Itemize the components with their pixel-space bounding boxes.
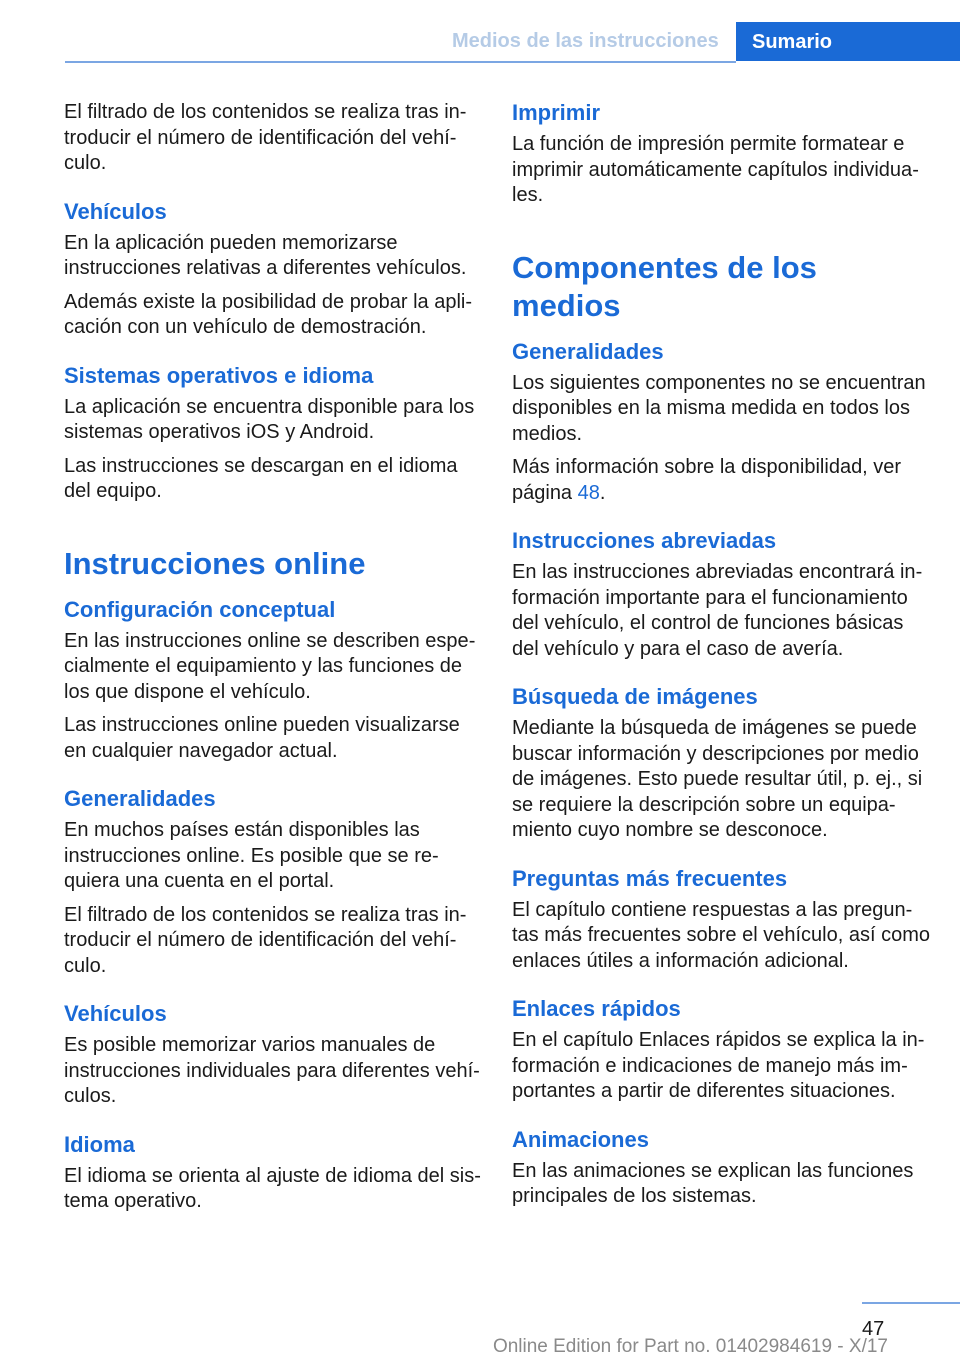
paragraph: El capítulo contiene respuestas a las preguntas más frecuentes sobre el vehículo, así como enlaces útiles a información adicional. — [512, 898, 930, 972]
paragraph: En muchos países están disponibles las instrucciones online. Es posible que se requiera una cuenta en el portal. — [64, 819, 439, 892]
paragraph: Mediante la búsqueda de imágenes se puede buscar información y descripciones por medio de imágenes. Esto puede resultar útil, p. ej., si se requiere la descripción sobre un equipamiento cuyo nombre se desconoce. — [512, 717, 923, 841]
paragraph: En las instrucciones abreviadas encontrará información importante para el funcionamiento del vehículo, el control de funciones básicas del vehículo y para el caso de avería. — [512, 561, 923, 660]
heading-busqueda-imagenes: Búsqueda de imágenes — [512, 684, 758, 709]
paragraph: El filtrado de los contenidos se realiza tras introducir el número de identificación del vehículo. — [64, 903, 467, 977]
footer-edition: Online Edition for Part no. 01402984619 - X/17 — [492, 1336, 888, 1357]
heading-componentes-medios: Componentes de los medios — [512, 249, 817, 323]
page-ref-text: Más información sobre la disponibilidad, ver página — [512, 456, 902, 504]
page-link[interactable]: 48 — [577, 481, 600, 504]
paragraph: Además existe la posibilidad de probar la aplicación con un vehículo de demostración. — [64, 290, 473, 338]
left-column — [64, 100, 484, 1223]
page-header — [0, 0, 960, 80]
heading-instrucciones-abreviadas: Instrucciones abreviadas — [512, 528, 777, 553]
paragraph-page-ref — [512, 455, 932, 506]
paragraph: Las instrucciones se descargan en el idioma del equipo. — [64, 454, 458, 502]
heading-imprimir: Imprimir — [512, 100, 601, 125]
paragraph: En las instrucciones online se describen especialmente el equipamiento y las funciones de los que dispone el vehículo. — [64, 629, 476, 703]
page-number-rule — [862, 1302, 960, 1304]
heading-enlaces-rapidos: Enlaces rápidos — [512, 996, 681, 1021]
heading-vehiculos-online: Vehículos — [64, 1001, 167, 1026]
heading-configuracion: Configuración conceptual — [64, 596, 336, 622]
paragraph: La aplicación se encuentra disponible para los sistemas operativos iOS y Android. — [64, 395, 475, 443]
heading-sistemas-operativos: Sistemas operativos e idioma — [64, 362, 374, 388]
heading-preguntas-frecuentes: Preguntas más frecuentes — [512, 865, 788, 891]
paragraph: En las animaciones se explican las funciones principales de los sistemas. — [512, 1159, 914, 1207]
paragraph: El filtrado de los contenidos se realiza tras introducir el número de identificación del vehículo. — [64, 101, 467, 174]
header-rule — [65, 61, 736, 63]
paragraph: El idioma se orienta al ajuste de idioma del sistema operativo. — [64, 1164, 481, 1212]
paragraph: Los siguientes componentes no se encuentran disponibles en la misma medida en todos los medios. — [512, 371, 926, 445]
heading-animaciones: Animaciones — [512, 1126, 649, 1152]
heading-generalidades: Generalidades — [512, 338, 664, 364]
page-number: 47 — [862, 1318, 885, 1340]
paragraph: Las instrucciones online pueden visualizarse en cualquier navegador actual. — [64, 714, 460, 762]
paragraph: En el capítulo Enlaces rápidos se explica la información e indicaciones de manejo más importantes a partir de diferentes situaciones. — [512, 1029, 925, 1102]
paragraph: Es posible memorizar varios manuales de instrucciones individuales para diferentes vehículos. — [64, 1034, 480, 1107]
paragraph: En la aplicación pueden memorizarse instrucciones relativas a diferentes vehículos. — [64, 231, 467, 279]
right-column — [512, 100, 932, 1218]
heading-idioma: Idioma — [64, 1131, 135, 1157]
section-title: Medios de las instrucciones — [452, 30, 719, 52]
heading-instrucciones-online: Instrucciones online — [64, 545, 366, 581]
heading-generalidades: Generalidades — [64, 786, 216, 811]
paragraph: La función de impresión permite formatear e imprimir automáticamente capítulos individuales. — [512, 133, 919, 206]
page-ref-end: . — [599, 481, 606, 504]
heading-vehiculos: Vehículos — [64, 198, 167, 224]
tab-sumario[interactable]: Sumario — [736, 22, 960, 61]
